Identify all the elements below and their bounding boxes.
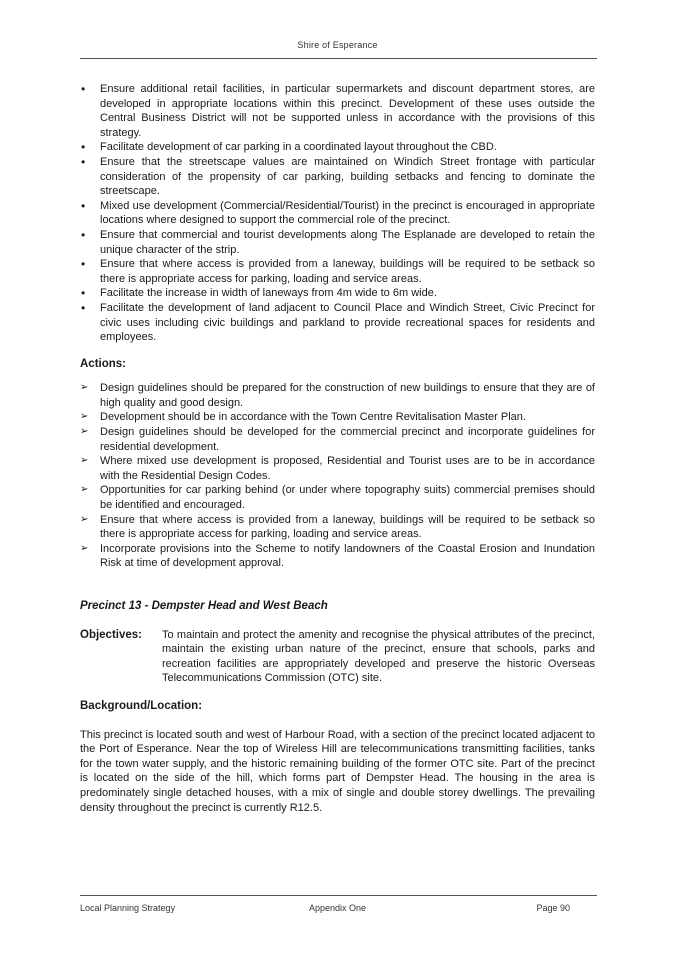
footer-page-number: Page 90 (536, 903, 570, 913)
objectives-bullet-list (80, 82, 595, 345)
objectives-block (80, 628, 595, 686)
action-item: ➢ Design guidelines should be developed for the commercial precinct and incorporate guidelines for residential development. (80, 425, 595, 454)
footer-appendix: Appendix One (308, 903, 367, 913)
action-item: ➢ Where mixed use development is proposed, Residential and Tourist uses are to be in accordance with the Residential Design Codes. (80, 454, 595, 483)
bullet-item: • Ensure additional retail facilities, in particular supermarkets and discount department stores, are developed in appropriate locations within this precinct. Development of these uses outside the Central Business District will not be supported unless in accordance with the provisions of this strategy. (80, 82, 595, 140)
page-content (80, 82, 595, 815)
footer-divider (80, 895, 597, 896)
footer-document-title: Local Planning Strategy (80, 903, 176, 913)
header-divider (80, 58, 597, 59)
objectives-text: To maintain and protect the amenity and recognise the physical attributes of the precinct, maintain the existing urban nature of the precinct, ensure that schools, parks and recreation facilities are appropriately developed and preserve the historic Overseas Telecommunications Commission (OTC) site. (162, 628, 595, 685)
bullet-item: • Ensure that the streetscape values are maintained on Windich Street frontage with particular consideration of the propensity of car parking, building setbacks and fencing to dominate the streetscape. (80, 155, 595, 199)
bullet-item: • Facilitate the increase in width of laneways from 4m wide to 6m wide. (80, 286, 595, 301)
bullet-item: • Ensure that commercial and tourist developments along The Esplanade are developed to retain the unique character of the strip. (80, 228, 595, 257)
actions-heading: Actions: (80, 357, 126, 370)
page-header-title: Shire of Esperance (297, 40, 378, 50)
background-heading: Background/Location: (80, 699, 203, 712)
action-item: ➢ Development should be in accordance with the Town Centre Revitalisation Master Plan. (80, 410, 595, 425)
action-item: ➢ Ensure that where access is provided from a laneway, buildings will be required to be setback so there is appropriate access for parking, loading and service areas. (80, 513, 595, 542)
objectives-label: Objectives: (80, 628, 142, 641)
precinct-heading: Precinct 13 - Dempster Head and West Beach (80, 600, 328, 612)
action-item: ➢ Incorporate provisions into the Scheme to notify landowners of the Coastal Erosion and Inundation Risk at time of development approval. (80, 542, 595, 571)
bullet-item: • Mixed use development (Commercial/Residential/Tourist) in the precinct is encouraged in appropriate locations where designed to support the commercial role of the precinct. (80, 199, 595, 228)
action-item: ➢ Design guidelines should be prepared for the construction of new buildings to ensure that they are of high quality and good design. (80, 381, 595, 410)
background-paragraph: This precinct is located south and west of Harbour Road, with a section of the precinct located adjacent to the Port of Esperance. Near the top of Wireless Hill are telecommunications transmitting facilities, tanks for the town water supply, and the historic remaining building of the former OTC site. Part of the precinct is located on the side of the hill, which forms part of Dempster Head. The housing in the area is predominately single detached houses, with a mix of single and double storey dwellings. The prevailing density throughout the precinct is currently R12.5. (80, 728, 595, 814)
bullet-item: • Facilitate the development of land adjacent to Council Place and Windich Street, Civic Precinct for civic uses including civic buildings and parkland to provide recreational spaces for residents and employees. (80, 301, 595, 345)
bullet-item: • Facilitate development of car parking in a coordinated layout throughout the CBD. (80, 140, 595, 155)
actions-list (80, 381, 595, 571)
action-item: ➢ Opportunities for car parking behind (or under where topography suits) commercial premises should be identified and encouraged. (80, 483, 595, 512)
bullet-item: • Ensure that where access is provided from a laneway, buildings will be required to be setback so there is appropriate access for parking, loading and service areas. (80, 257, 595, 286)
